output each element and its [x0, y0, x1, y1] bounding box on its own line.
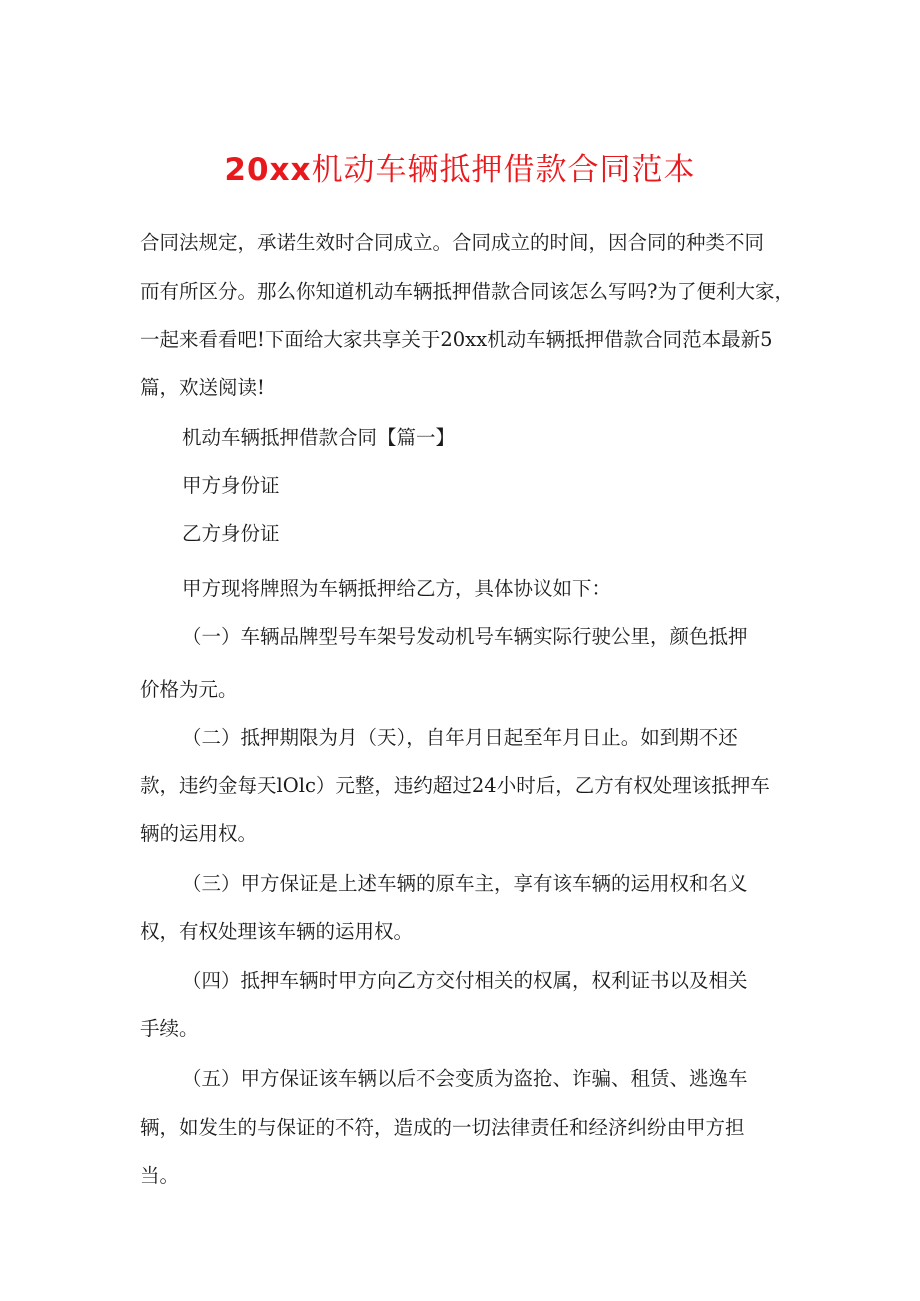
clause-5-line-2: 辆，如发生的与保证的不符，造成的一切法律责任和经济纠纷由甲方担 [140, 1116, 745, 1139]
clause-2-line-3: 辆的运用权。 [140, 822, 258, 845]
clause-4-line-2: 手续。 [140, 1017, 199, 1040]
clause-5-line-1: （五）甲方保证该车辆以后不会变质为盗抢、诈骗、租赁、逃逸车 [182, 1067, 748, 1090]
clause-2-line-1: （二）抵押期限为月（天），自年月日起至年月日止。如到期不还 [182, 726, 738, 749]
document-title: 20xx机动车辆抵押借款合同范本 [224, 152, 696, 188]
party-a-id-line: 甲方身份证 [182, 474, 280, 497]
section-heading: 机动车辆抵押借款合同【篇一】 [182, 426, 456, 449]
clause-3-line-1: （三）甲方保证是上述车辆的原车主，享有该车辆的运用权和名义 [182, 872, 748, 895]
intro-line-2: 而有所区分。那么你知道机动车辆抵押借款合同该怎么写吗?为了便利大家， [140, 280, 794, 303]
clause-4-line-1: （四）抵押车辆时甲方向乙方交付相关的权属，权利证书以及相关 [182, 969, 748, 992]
clause-5-line-3: 当。 [140, 1164, 180, 1187]
clause-1-line-2: 价格为元。 [140, 678, 238, 701]
intro-line-3: 一起来看看吧!下面给大家共享关于20xx机动车辆抵押借款合同范本最新5 [140, 328, 773, 351]
intro-line-4: 篇，欢送阅读! [140, 376, 265, 399]
intro-line-1: 合同法规定，承诺生效时合同成立。合同成立的时间，因合同的种类不同 [140, 231, 765, 254]
clause-2-line-2: 款，违约金每天lOlc）元整，违约超过24小时后，乙方有权处理该抵押车 [140, 774, 770, 797]
agreement-intro: 甲方现将牌照为车辆抵押给乙方，具体协议如下： [182, 577, 612, 600]
party-b-id-line: 乙方身份证 [182, 522, 280, 545]
clause-3-line-2: 权，有权处理该车辆的运用权。 [140, 920, 414, 943]
clause-1-line-1: （一）车辆品牌型号车架号发动机号车辆实际行驶公里，颜色抵押 [182, 625, 748, 648]
